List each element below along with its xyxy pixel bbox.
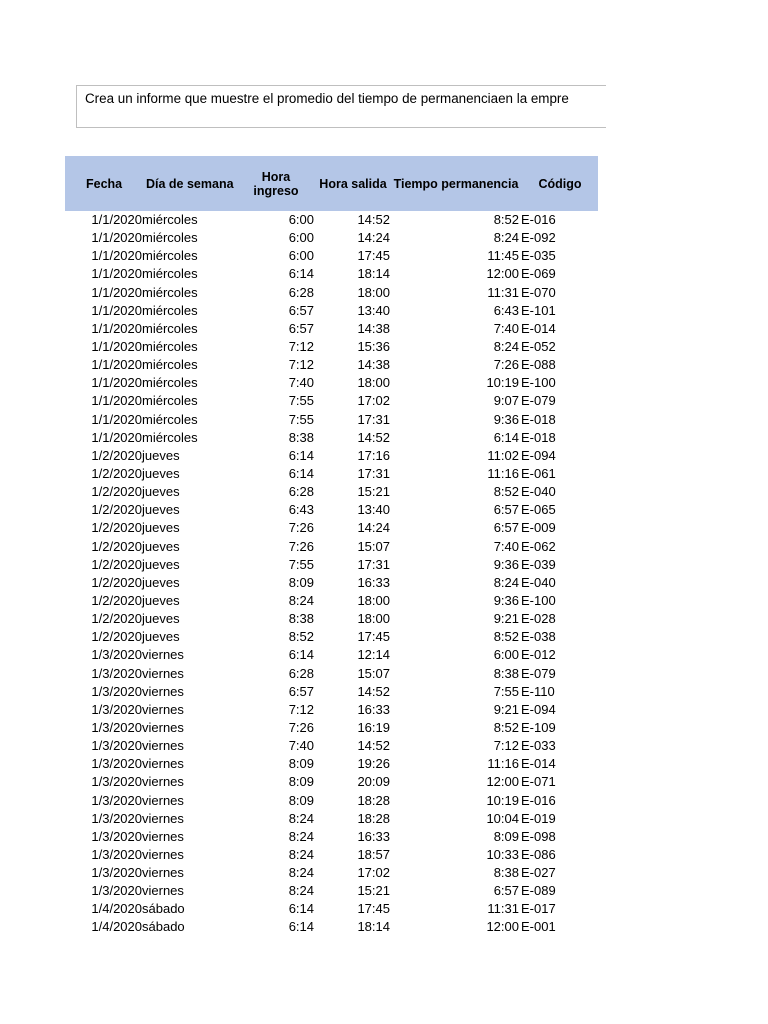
- cell-hora-salida[interactable]: 14:24: [357, 520, 390, 536]
- cell-tiempo-permanencia[interactable]: 11:16: [487, 756, 519, 772]
- cell-hora-salida[interactable]: 14:52: [357, 738, 390, 754]
- table-row: [65, 665, 598, 683]
- cell-codigo[interactable]: E-019: [521, 810, 556, 826]
- table-row: [65, 773, 598, 791]
- table-row: [65, 302, 598, 320]
- cell-hora-salida[interactable]: 15:07: [357, 538, 390, 554]
- cell-dia-de-semana[interactable]: miércoles: [142, 230, 198, 246]
- cell-fecha[interactable]: 1/3/2020: [91, 683, 142, 699]
- cell-fecha[interactable]: 1/4/2020: [91, 901, 142, 917]
- cell-hora-ingreso[interactable]: 8:24: [288, 810, 314, 826]
- cell-hora-salida[interactable]: 18:28: [357, 810, 390, 826]
- cell-hora-salida[interactable]: 17:31: [357, 465, 390, 481]
- cell-fecha[interactable]: 1/1/2020: [91, 429, 142, 445]
- cell-dia-de-semana[interactable]: miércoles: [142, 302, 198, 318]
- cell-codigo[interactable]: E-088: [521, 357, 556, 373]
- cell-tiempo-permanencia[interactable]: 7:40: [493, 538, 519, 554]
- cell-tiempo-permanencia[interactable]: 11:16: [487, 465, 519, 481]
- cell-codigo[interactable]: E-017: [521, 901, 556, 917]
- table-row: [65, 211, 598, 229]
- cell-hora-ingreso[interactable]: 6:57: [288, 683, 314, 699]
- cell-hora-ingreso[interactable]: 8:09: [288, 774, 314, 790]
- cell-dia-de-semana[interactable]: jueves: [142, 611, 180, 627]
- cell-hora-ingreso[interactable]: 7:40: [288, 738, 314, 754]
- cell-dia-de-semana[interactable]: miércoles: [142, 266, 198, 282]
- cell-fecha[interactable]: 1/2/2020: [91, 592, 142, 608]
- cell-dia-de-semana[interactable]: sábado: [142, 919, 185, 935]
- table-row: [65, 519, 598, 537]
- cell-hora-salida[interactable]: 15:36: [357, 338, 390, 354]
- header-dia-de-semana[interactable]: Día de semana: [146, 176, 234, 191]
- cell-fecha[interactable]: 1/2/2020: [91, 465, 142, 481]
- cell-hora-ingreso[interactable]: 6:14: [288, 901, 314, 917]
- cell-dia-de-semana[interactable]: miércoles: [142, 375, 198, 391]
- cell-codigo[interactable]: E-079: [521, 393, 556, 409]
- cell-dia-de-semana[interactable]: sábado: [142, 901, 185, 917]
- cell-hora-ingreso[interactable]: 6:14: [288, 266, 314, 282]
- cell-tiempo-permanencia[interactable]: 8:09: [493, 828, 519, 844]
- cell-fecha[interactable]: 1/1/2020: [91, 266, 142, 282]
- table-row: [65, 882, 598, 900]
- cell-codigo[interactable]: E-040: [521, 484, 556, 500]
- cell-hora-salida[interactable]: 15:07: [357, 665, 390, 681]
- cell-hora-salida[interactable]: 17:45: [357, 901, 390, 917]
- cell-hora-salida[interactable]: 17:31: [357, 411, 390, 427]
- cell-dia-de-semana[interactable]: viernes: [142, 846, 184, 862]
- cell-dia-de-semana[interactable]: jueves: [142, 538, 180, 554]
- table-row: [65, 501, 598, 519]
- cell-dia-de-semana[interactable]: miércoles: [142, 320, 198, 336]
- cell-codigo[interactable]: E-038: [521, 629, 556, 645]
- header-fecha[interactable]: Fecha: [86, 176, 123, 191]
- instruction-text-box[interactable]: [76, 85, 606, 128]
- cell-codigo[interactable]: E-040: [521, 574, 556, 590]
- cell-fecha[interactable]: 1/1/2020: [91, 338, 142, 354]
- cell-codigo[interactable]: E-100: [521, 592, 556, 608]
- cell-fecha[interactable]: 1/3/2020: [91, 647, 142, 663]
- table-row: [65, 628, 598, 646]
- data-table-body: [65, 211, 598, 937]
- cell-hora-salida[interactable]: 16:33: [357, 828, 390, 844]
- cell-tiempo-permanencia[interactable]: 12:00: [486, 266, 519, 282]
- table-header: [65, 156, 598, 211]
- cell-dia-de-semana[interactable]: viernes: [142, 683, 184, 699]
- cell-codigo[interactable]: E-061: [521, 465, 556, 481]
- cell-hora-ingreso[interactable]: 6:14: [288, 447, 314, 463]
- table-row: [65, 356, 598, 374]
- table-row: [65, 810, 598, 828]
- cell-tiempo-permanencia[interactable]: 8:52: [493, 719, 519, 735]
- cell-tiempo-permanencia[interactable]: 9:07: [493, 393, 519, 409]
- cell-codigo[interactable]: E-079: [521, 665, 556, 681]
- cell-hora-ingreso[interactable]: 7:12: [288, 701, 314, 717]
- cell-fecha[interactable]: 1/3/2020: [91, 719, 142, 735]
- cell-codigo[interactable]: E-094: [521, 447, 556, 463]
- header-hora-salida[interactable]: Hora salida: [319, 176, 387, 191]
- cell-hora-ingreso[interactable]: 7:55: [288, 556, 314, 572]
- table-row: [65, 265, 598, 283]
- cell-hora-salida[interactable]: 18:28: [357, 792, 390, 808]
- cell-fecha[interactable]: 1/3/2020: [91, 738, 142, 754]
- cell-tiempo-permanencia[interactable]: 6:57: [493, 502, 519, 518]
- cell-tiempo-permanencia[interactable]: 8:24: [493, 230, 519, 246]
- cell-hora-ingreso[interactable]: 7:55: [288, 411, 314, 427]
- cell-hora-ingreso[interactable]: 8:24: [288, 592, 314, 608]
- cell-dia-de-semana[interactable]: miércoles: [142, 212, 198, 227]
- table-row: [65, 592, 598, 610]
- table-row: [65, 411, 598, 429]
- cell-fecha[interactable]: 1/2/2020: [91, 502, 142, 518]
- table-row: [65, 374, 598, 392]
- cell-dia-de-semana[interactable]: miércoles: [142, 393, 198, 409]
- cell-codigo[interactable]: E-070: [521, 284, 556, 300]
- cell-hora-salida[interactable]: 18:00: [357, 284, 390, 300]
- cell-tiempo-permanencia[interactable]: 7:12: [493, 738, 519, 754]
- cell-dia-de-semana[interactable]: viernes: [142, 774, 184, 790]
- cell-hora-salida[interactable]: 18:00: [357, 375, 390, 391]
- cell-hora-salida[interactable]: 18:57: [357, 846, 390, 862]
- cell-hora-salida[interactable]: 17:16: [357, 447, 390, 463]
- cell-fecha[interactable]: 1/3/2020: [91, 756, 142, 772]
- table-row: [65, 483, 598, 501]
- cell-codigo[interactable]: E-065: [521, 502, 556, 518]
- cell-tiempo-permanencia[interactable]: 8:52: [493, 212, 519, 227]
- cell-codigo[interactable]: E-039: [521, 556, 556, 572]
- cell-hora-ingreso[interactable]: 6:00: [288, 212, 314, 227]
- cell-fecha[interactable]: 1/2/2020: [91, 629, 142, 645]
- table-row: [65, 846, 598, 864]
- cell-hora-ingreso[interactable]: 6:43: [288, 502, 314, 518]
- cell-hora-ingreso[interactable]: 8:09: [288, 574, 314, 590]
- cell-codigo[interactable]: E-018: [521, 411, 556, 427]
- cell-codigo[interactable]: E-069: [521, 266, 556, 282]
- cell-fecha[interactable]: 1/2/2020: [91, 556, 142, 572]
- cell-hora-salida[interactable]: 18:14: [357, 266, 390, 282]
- table-row: [65, 229, 598, 247]
- cell-dia-de-semana[interactable]: jueves: [142, 520, 180, 536]
- cell-hora-salida[interactable]: 12:14: [357, 647, 390, 663]
- table-row: [65, 755, 598, 773]
- cell-dia-de-semana[interactable]: jueves: [142, 556, 180, 572]
- cell-codigo[interactable]: E-014: [521, 320, 556, 336]
- cell-hora-salida[interactable]: 14:24: [357, 230, 390, 246]
- cell-hora-ingreso[interactable]: 8:52: [288, 629, 314, 645]
- cell-fecha[interactable]: 1/1/2020: [91, 284, 142, 300]
- table-row: [65, 900, 598, 918]
- cell-hora-ingreso[interactable]: 6:57: [288, 320, 314, 336]
- cell-hora-salida[interactable]: 18:00: [357, 611, 390, 627]
- cell-tiempo-permanencia[interactable]: 7:40: [493, 320, 519, 336]
- cell-hora-ingreso[interactable]: 6:14: [288, 465, 314, 481]
- cell-hora-ingreso[interactable]: 7:55: [288, 393, 314, 409]
- cell-dia-de-semana[interactable]: viernes: [142, 665, 184, 681]
- cell-dia-de-semana[interactable]: jueves: [142, 465, 180, 481]
- cell-tiempo-permanencia[interactable]: 12:00: [486, 774, 519, 790]
- cell-hora-ingreso[interactable]: 7:26: [288, 719, 314, 735]
- cell-fecha[interactable]: 1/2/2020: [91, 484, 142, 500]
- cell-hora-ingreso[interactable]: 6:28: [288, 665, 314, 681]
- cell-fecha[interactable]: 1/1/2020: [91, 357, 142, 373]
- cell-fecha[interactable]: 1/1/2020: [91, 393, 142, 409]
- cell-codigo[interactable]: E-109: [521, 719, 556, 735]
- cell-fecha[interactable]: 1/2/2020: [91, 574, 142, 590]
- cell-dia-de-semana[interactable]: viernes: [142, 792, 184, 808]
- table-row: [65, 792, 598, 810]
- cell-tiempo-permanencia[interactable]: 11:31: [487, 901, 519, 917]
- cell-hora-ingreso[interactable]: 8:38: [288, 611, 314, 627]
- table-row: [65, 429, 598, 447]
- cell-codigo[interactable]: E-016: [521, 212, 556, 227]
- cell-tiempo-permanencia[interactable]: 8:38: [493, 865, 519, 881]
- cell-fecha[interactable]: 1/3/2020: [91, 883, 142, 899]
- cell-hora-ingreso[interactable]: 7:12: [288, 338, 314, 354]
- cell-hora-salida[interactable]: 13:40: [357, 502, 390, 518]
- header-hora-ingreso[interactable]: Hora ingreso: [253, 169, 299, 198]
- header-tiempo-permanencia[interactable]: Tiempo permanencia: [393, 176, 519, 191]
- cell-hora-salida[interactable]: 15:21: [357, 883, 390, 899]
- cell-tiempo-permanencia[interactable]: 9:21: [493, 701, 519, 717]
- cell-tiempo-permanencia[interactable]: 11:02: [487, 447, 519, 463]
- cell-codigo[interactable]: E-018: [521, 429, 556, 445]
- cell-hora-salida[interactable]: 14:52: [357, 212, 390, 227]
- cell-hora-salida[interactable]: 18:00: [357, 592, 390, 608]
- cell-codigo[interactable]: E-012: [521, 647, 556, 663]
- table-row: [65, 864, 598, 882]
- cell-fecha[interactable]: 1/3/2020: [91, 665, 142, 681]
- cell-dia-de-semana[interactable]: jueves: [142, 629, 180, 645]
- cell-dia-de-semana[interactable]: jueves: [142, 484, 180, 500]
- table-row: [65, 610, 598, 628]
- cell-hora-salida[interactable]: 20:09: [357, 774, 390, 790]
- header-codigo[interactable]: Código: [538, 176, 582, 191]
- cell-fecha[interactable]: 1/3/2020: [91, 792, 142, 808]
- cell-dia-de-semana[interactable]: miércoles: [142, 357, 198, 373]
- cell-tiempo-permanencia[interactable]: 7:55: [493, 683, 519, 699]
- table-row: [65, 683, 598, 701]
- cell-dia-de-semana[interactable]: miércoles: [142, 429, 198, 445]
- cell-dia-de-semana[interactable]: viernes: [142, 828, 184, 844]
- cell-codigo[interactable]: E-001: [521, 919, 556, 935]
- table-row: [65, 646, 598, 664]
- cell-tiempo-permanencia[interactable]: 6:14: [493, 429, 519, 445]
- cell-hora-ingreso[interactable]: 8:09: [288, 756, 314, 772]
- cell-hora-ingreso[interactable]: 6:00: [288, 248, 314, 264]
- cell-dia-de-semana[interactable]: jueves: [142, 447, 180, 463]
- cell-fecha[interactable]: 1/1/2020: [91, 230, 142, 246]
- table-row: [65, 538, 598, 556]
- table-row: [65, 338, 598, 356]
- cell-codigo[interactable]: E-033: [521, 738, 556, 754]
- table-row: [65, 465, 598, 483]
- cell-tiempo-permanencia[interactable]: 8:38: [493, 665, 519, 681]
- cell-dia-de-semana[interactable]: jueves: [142, 502, 180, 518]
- cell-fecha[interactable]: 1/3/2020: [91, 774, 142, 790]
- cell-codigo[interactable]: E-052: [521, 338, 556, 354]
- cell-codigo[interactable]: E-086: [521, 846, 556, 862]
- cell-hora-salida[interactable]: 16:33: [357, 701, 390, 717]
- table-row: [65, 447, 598, 465]
- table-row: [65, 556, 598, 574]
- cell-codigo[interactable]: E-100: [521, 375, 556, 391]
- cell-fecha[interactable]: 1/1/2020: [91, 375, 142, 391]
- cell-fecha[interactable]: 1/3/2020: [91, 846, 142, 862]
- cell-tiempo-permanencia[interactable]: 9:36: [493, 411, 519, 427]
- cell-dia-de-semana[interactable]: jueves: [142, 592, 180, 608]
- cell-hora-ingreso[interactable]: 8:24: [288, 846, 314, 862]
- cell-fecha[interactable]: 1/2/2020: [91, 538, 142, 554]
- cell-hora-salida[interactable]: 19:26: [357, 756, 390, 772]
- cell-dia-de-semana[interactable]: miércoles: [142, 338, 198, 354]
- cell-codigo[interactable]: E-089: [521, 883, 556, 899]
- cell-codigo[interactable]: E-098: [521, 828, 556, 844]
- cell-hora-salida[interactable]: 14:38: [357, 320, 390, 336]
- cell-fecha[interactable]: 1/2/2020: [91, 611, 142, 627]
- cell-fecha[interactable]: 1/1/2020: [91, 320, 142, 336]
- cell-codigo[interactable]: E-014: [521, 756, 556, 772]
- cell-hora-ingreso[interactable]: 6:57: [288, 302, 314, 318]
- cell-dia-de-semana[interactable]: viernes: [142, 647, 184, 663]
- cell-tiempo-permanencia[interactable]: 9:36: [493, 592, 519, 608]
- cell-codigo[interactable]: E-009: [521, 520, 556, 536]
- cell-tiempo-permanencia[interactable]: 11:31: [487, 284, 519, 300]
- cell-dia-de-semana[interactable]: miércoles: [142, 248, 198, 264]
- cell-codigo[interactable]: E-101: [521, 302, 556, 318]
- cell-codigo[interactable]: E-016: [521, 792, 556, 808]
- cell-hora-ingreso[interactable]: 6:28: [288, 284, 314, 300]
- cell-hora-salida[interactable]: 15:21: [357, 484, 390, 500]
- cell-hora-salida[interactable]: 14:52: [357, 683, 390, 699]
- cell-hora-salida[interactable]: 18:14: [357, 919, 390, 935]
- cell-tiempo-permanencia[interactable]: 7:26: [493, 357, 519, 373]
- cell-fecha[interactable]: 1/4/2020: [91, 919, 142, 935]
- cell-tiempo-permanencia[interactable]: 11:45: [487, 248, 519, 264]
- cell-hora-ingreso[interactable]: 7:26: [288, 520, 314, 536]
- cell-hora-salida[interactable]: 17:02: [357, 865, 390, 881]
- cell-tiempo-permanencia[interactable]: 6:43: [493, 302, 519, 318]
- cell-tiempo-permanencia[interactable]: 6:57: [493, 883, 519, 899]
- cell-dia-de-semana[interactable]: viernes: [142, 738, 184, 754]
- cell-fecha[interactable]: 1/1/2020: [91, 302, 142, 318]
- instruction-text: Crea un informe que muestre el promedio del tiempo de permanenciaen la empre: [85, 91, 569, 106]
- cell-dia-de-semana[interactable]: viernes: [142, 701, 184, 717]
- cell-tiempo-permanencia[interactable]: 12:00: [486, 919, 519, 935]
- cell-hora-salida[interactable]: 17:45: [357, 248, 390, 264]
- table-row: [65, 918, 598, 936]
- cell-fecha[interactable]: 1/2/2020: [91, 447, 142, 463]
- cell-codigo[interactable]: E-092: [521, 230, 556, 246]
- cell-dia-de-semana[interactable]: viernes: [142, 810, 184, 826]
- cell-tiempo-permanencia[interactable]: 9:36: [493, 556, 519, 572]
- cell-hora-salida[interactable]: 17:45: [357, 629, 390, 645]
- cell-fecha[interactable]: 1/3/2020: [91, 810, 142, 826]
- cell-tiempo-permanencia[interactable]: 10:19: [486, 375, 519, 391]
- cell-hora-salida[interactable]: 16:33: [357, 574, 390, 590]
- cell-fecha[interactable]: 1/1/2020: [91, 411, 142, 427]
- table-row: [65, 828, 598, 846]
- cell-dia-de-semana[interactable]: viernes: [142, 883, 184, 899]
- table-row: [65, 574, 598, 592]
- cell-hora-salida[interactable]: 13:40: [357, 302, 390, 318]
- cell-codigo[interactable]: E-035: [521, 248, 556, 264]
- cell-tiempo-permanencia[interactable]: 8:52: [493, 484, 519, 500]
- cell-dia-de-semana[interactable]: miércoles: [142, 411, 198, 427]
- cell-hora-ingreso[interactable]: 8:24: [288, 828, 314, 844]
- table-row: [65, 247, 598, 265]
- cell-dia-de-semana[interactable]: viernes: [142, 719, 184, 735]
- cell-tiempo-permanencia[interactable]: 10:19: [486, 792, 519, 808]
- cell-dia-de-semana[interactable]: miércoles: [142, 284, 198, 300]
- cell-hora-salida[interactable]: 16:19: [357, 719, 390, 735]
- cell-tiempo-permanencia[interactable]: 8:24: [493, 338, 519, 354]
- cell-hora-ingreso[interactable]: 7:12: [288, 357, 314, 373]
- cell-hora-ingreso[interactable]: 6:14: [288, 647, 314, 663]
- cell-dia-de-semana[interactable]: jueves: [142, 574, 180, 590]
- cell-hora-ingreso[interactable]: 7:40: [288, 375, 314, 391]
- cell-fecha[interactable]: 1/1/2020: [91, 248, 142, 264]
- cell-tiempo-permanencia[interactable]: 9:21: [493, 611, 519, 627]
- cell-fecha[interactable]: 1/3/2020: [91, 701, 142, 717]
- cell-codigo[interactable]: E-027: [521, 865, 556, 881]
- cell-tiempo-permanencia[interactable]: 6:00: [493, 647, 519, 663]
- cell-fecha[interactable]: 1/3/2020: [91, 828, 142, 844]
- cell-tiempo-permanencia[interactable]: 6:57: [493, 520, 519, 536]
- table-row: [65, 737, 598, 755]
- cell-codigo[interactable]: E-028: [521, 611, 556, 627]
- table-row: [65, 719, 598, 737]
- cell-hora-ingreso[interactable]: 8:38: [288, 429, 314, 445]
- cell-tiempo-permanencia[interactable]: 10:33: [486, 846, 519, 862]
- cell-hora-salida[interactable]: 17:31: [357, 556, 390, 572]
- cell-hora-ingreso[interactable]: 6:28: [288, 484, 314, 500]
- cell-hora-ingreso[interactable]: 7:26: [288, 538, 314, 554]
- table-row: [65, 392, 598, 410]
- table-row: [65, 320, 598, 338]
- cell-hora-ingreso[interactable]: 8:24: [288, 883, 314, 899]
- cell-tiempo-permanencia[interactable]: 8:52: [493, 629, 519, 645]
- table-row: [65, 284, 598, 302]
- cell-dia-de-semana[interactable]: viernes: [142, 865, 184, 881]
- cell-codigo[interactable]: E-062: [521, 538, 556, 554]
- cell-hora-salida[interactable]: 14:38: [357, 357, 390, 373]
- cell-dia-de-semana[interactable]: viernes: [142, 756, 184, 772]
- cell-hora-ingreso[interactable]: 6:14: [288, 919, 314, 935]
- cell-hora-salida[interactable]: 14:52: [357, 429, 390, 445]
- cell-codigo[interactable]: E-094: [521, 701, 556, 717]
- cell-tiempo-permanencia[interactable]: 8:24: [493, 574, 519, 590]
- cell-tiempo-permanencia[interactable]: 10:04: [486, 810, 519, 826]
- cell-fecha[interactable]: 1/2/2020: [91, 520, 142, 536]
- cell-fecha[interactable]: 1/1/2020: [91, 212, 142, 227]
- cell-codigo[interactable]: E-071: [521, 774, 556, 790]
- cell-codigo[interactable]: E-110: [521, 683, 555, 699]
- table-row: [65, 701, 598, 719]
- cell-hora-salida[interactable]: 17:02: [357, 393, 390, 409]
- cell-hora-ingreso[interactable]: 8:09: [288, 792, 314, 808]
- cell-fecha[interactable]: 1/3/2020: [91, 865, 142, 881]
- cell-hora-ingreso[interactable]: 6:00: [288, 230, 314, 246]
- cell-hora-ingreso[interactable]: 8:24: [288, 865, 314, 881]
